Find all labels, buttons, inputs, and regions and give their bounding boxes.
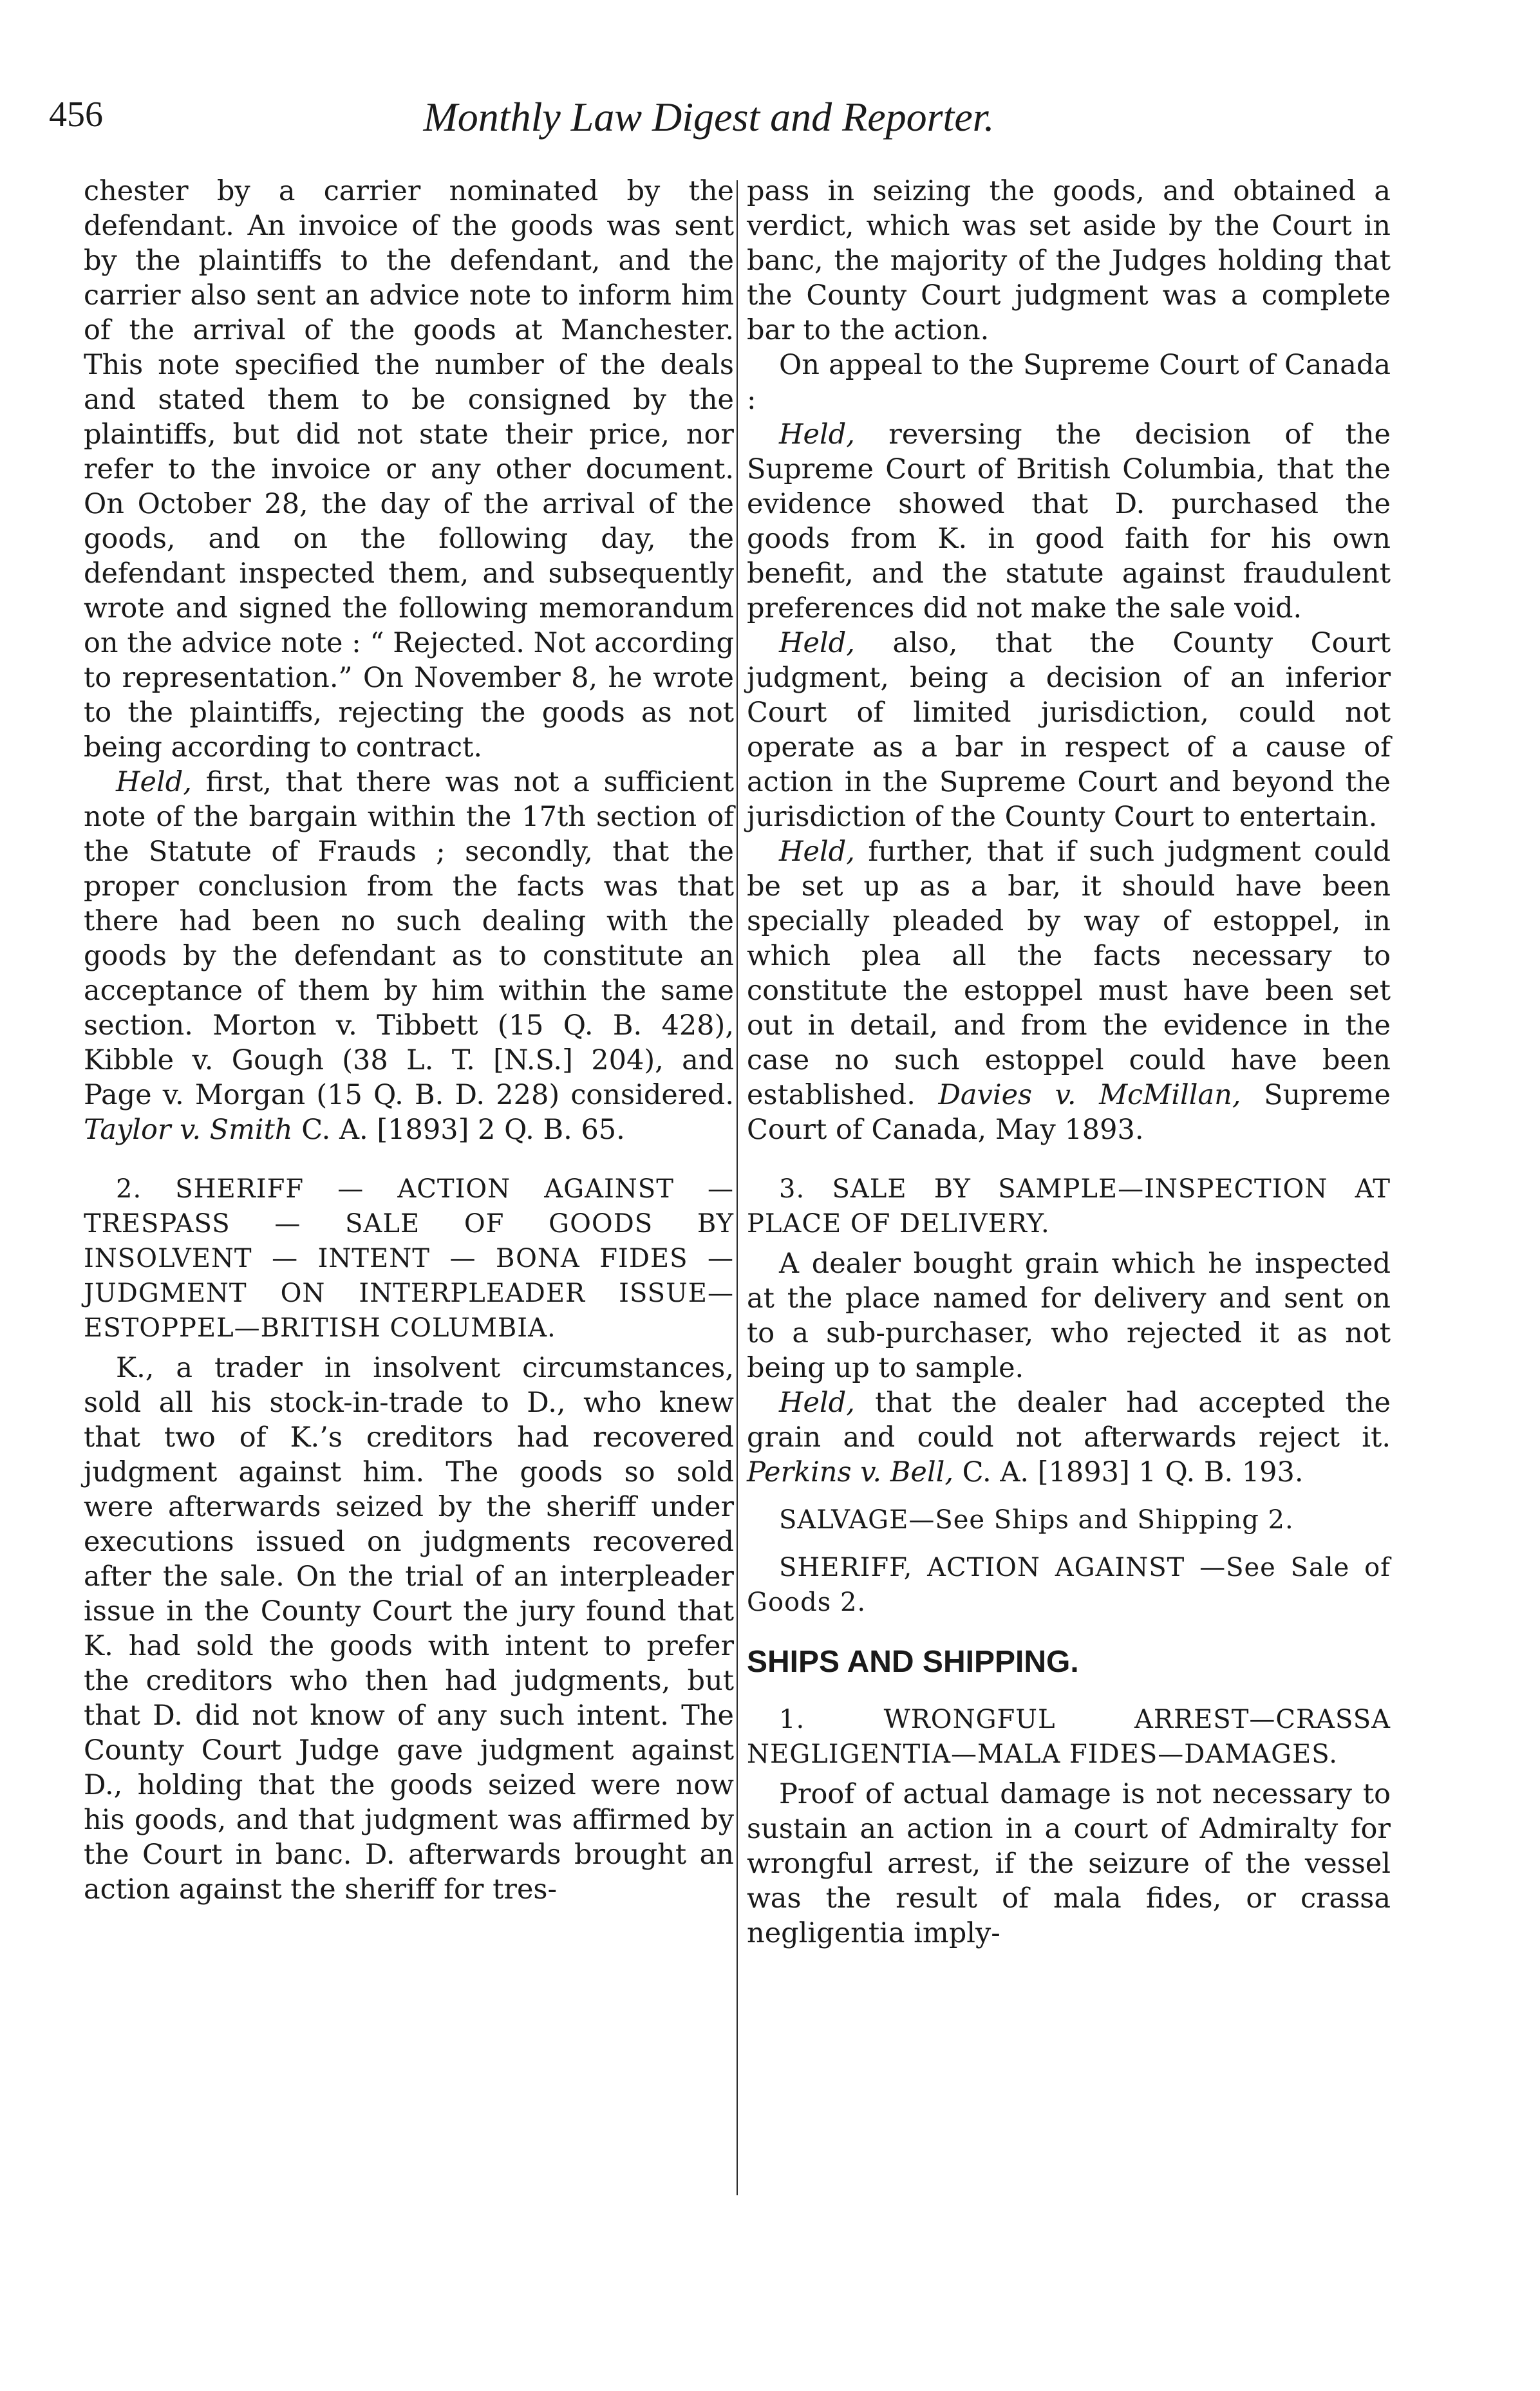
heading-3-sale-by-sample: 3. SALE BY SAMPLE—INSPECTION AT PLACE OF DELIVERY.: [747, 1174, 1391, 1239]
case-name: Perkins v. Bell,: [747, 1456, 953, 1488]
held-label: Held,: [779, 418, 855, 451]
held-label: Held,: [779, 627, 855, 659]
right-column: [747, 174, 1391, 1951]
sheriff-cross-reference: SHERIFF, ACTION AGAINST —See Sale of Goods 2.: [747, 1553, 1391, 1617]
spacer: [747, 1147, 1391, 1159]
held-label: Held,: [116, 766, 192, 798]
column-divider: [737, 180, 738, 2195]
page-number: 456: [49, 95, 103, 135]
held-label: Held,: [779, 836, 855, 868]
right-paragraph-7-text: that the dealer had accepted the grain and could not afterwards reject it.: [747, 1387, 1391, 1454]
right-paragraph-2: On appeal to the Supreme Court of Canada :: [747, 349, 1391, 416]
right-paragraph-6: A dealer bought grain which he inspected at the place named for delivery and sent on to a sub-purchaser, who rejected it as not being up to sample.: [747, 1248, 1391, 1384]
right-paragraph-3-text: reversing the decision of the Supreme Court of British Columbia, that the evidence showed that D. purchased the goods from K. in good faith for his own benefit, and the statute against fraudulent preferences did not make the sale void.: [747, 418, 1391, 624]
right-paragraph-5-text: further, that if such judgment could be set up as a bar, it should have been specially pleaded by way of estoppel, in which plea all the facts necessary to constitute the estoppel must have been set out in detail, and from the evidence in the case no such estoppel could have been established.: [747, 836, 1391, 1111]
heading-2-sheriff-action: 2. SHERIFF — ACTION AGAINST — TRESPASS — SALE OF GOODS BY INSOLVENT — INTENT — BONA FIDES — JUDGMENT ON INTERPLEADER ISSUE— ESTOPPEL—BRITISH COLUMBIA.: [84, 1174, 734, 1343]
left-column: [84, 174, 734, 1907]
right-paragraph-4-text: also, that the County Court judgment, being a decision of an inferior Court of limited jurisdiction, could not operate as a bar in respect of a cause of action in the Supreme Court and beyond the jurisdiction of the County Court to entertain.: [747, 627, 1391, 833]
salvage-cross-reference: SALVAGE—See Ships and Shipping 2.: [779, 1505, 1294, 1535]
right-paragraph-5: [747, 834, 1391, 1147]
left-paragraph-2-text: first, that there was not a sufficient note of the bargain within the 17th section of the Statute of Frauds ; secondly, that the proper conclusion from the facts was that there had been no such dealing with the goods by the defendant as to constitute an acceptance of them by him within the same section. Morton v. Tibbett (15 Q. B. 428), Kibble v. Gough (38 L. T. [N.S.] 204), and Page v. Morgan (15 Q. B. D. 228) considered.: [84, 766, 734, 1111]
case-citation: C. A. [1893] 2 Q. B. 65.: [292, 1114, 625, 1146]
case-citation: C. A. [1893] 1 Q. B. 193.: [953, 1456, 1304, 1488]
spacer: [84, 1147, 734, 1159]
right-paragraph-3: [747, 417, 1391, 626]
right-paragraph-8: Proof of actual damage is not necessary to sustain an action in a court of Admiralty for wrongful arrest, if the seizure of the vessel was the result of mala fides, or crassa negligentia imply-: [747, 1778, 1391, 1949]
page-header: [49, 94, 1369, 161]
case-name: Davies v. McMillan,: [938, 1079, 1241, 1111]
running-head: Monthly Law Digest and Reporter.: [423, 94, 995, 140]
right-paragraph-7: [747, 1385, 1391, 1490]
right-paragraph-1: pass in seizing the goods, and obtained a verdict, which was set aside by the Court in banc, the majority of the Judges holding that the County Court judgment was a complete bar to the action.: [747, 175, 1391, 346]
heading-ships-1-wrongful-arrest: 1. WRONGFUL ARREST—CRASSA NEGLIGENTIA—MALA FIDES—DAMAGES.: [747, 1705, 1391, 1769]
left-paragraph-3: K., a trader in insolvent circumstances, sold all his stock-in-trade to D., who knew that two of K.’s creditors had recovered judgment against him. The goods so sold were afterwards seized by the sheriff under executions issued on judgments recovered after the sale. On the trial of an interpleader issue in the County Court the jury found that K. had sold the goods with intent to prefer the creditors who then had judgments, but that D. did not know of any such intent. The County Court Judge gave judgment against D., holding that the goods seized were now his goods, and that judgment was affirmed by the Court in banc. D. afterwards brought an action against the sheriff for tres-: [84, 1352, 734, 1906]
held-label: Held,: [779, 1387, 855, 1419]
section-title: SHIPS AND SHIPPING.: [747, 1645, 1079, 1679]
right-paragraph-4: [747, 626, 1391, 834]
case-name: Taylor v. Smith: [84, 1114, 293, 1146]
left-paragraph-1: chester by a carrier nominated by the defendant. An invoice of the goods was sent by the plaintiffs to the defendant, and the carrier also sent an advice note to inform him of the arrival of the goods at Manchester. This note specified the number of the deals and stated them to be consigned by the plaintiffs, but did not state their price, nor refer to the invoice or any other document. On October 28, the day of the arrival of the goods, and on the following day, the defendant inspected them, and subsequently wrote and signed the following memorandum on the advice note : “ Rejected. Not according to representation.” On November 8, he wrote to the plaintiffs, rejecting the goods as not being according to contract.: [84, 175, 734, 764]
case-citation: Supreme Court of Canada, May 1893.: [747, 1079, 1391, 1146]
left-paragraph-2: [84, 765, 734, 1147]
